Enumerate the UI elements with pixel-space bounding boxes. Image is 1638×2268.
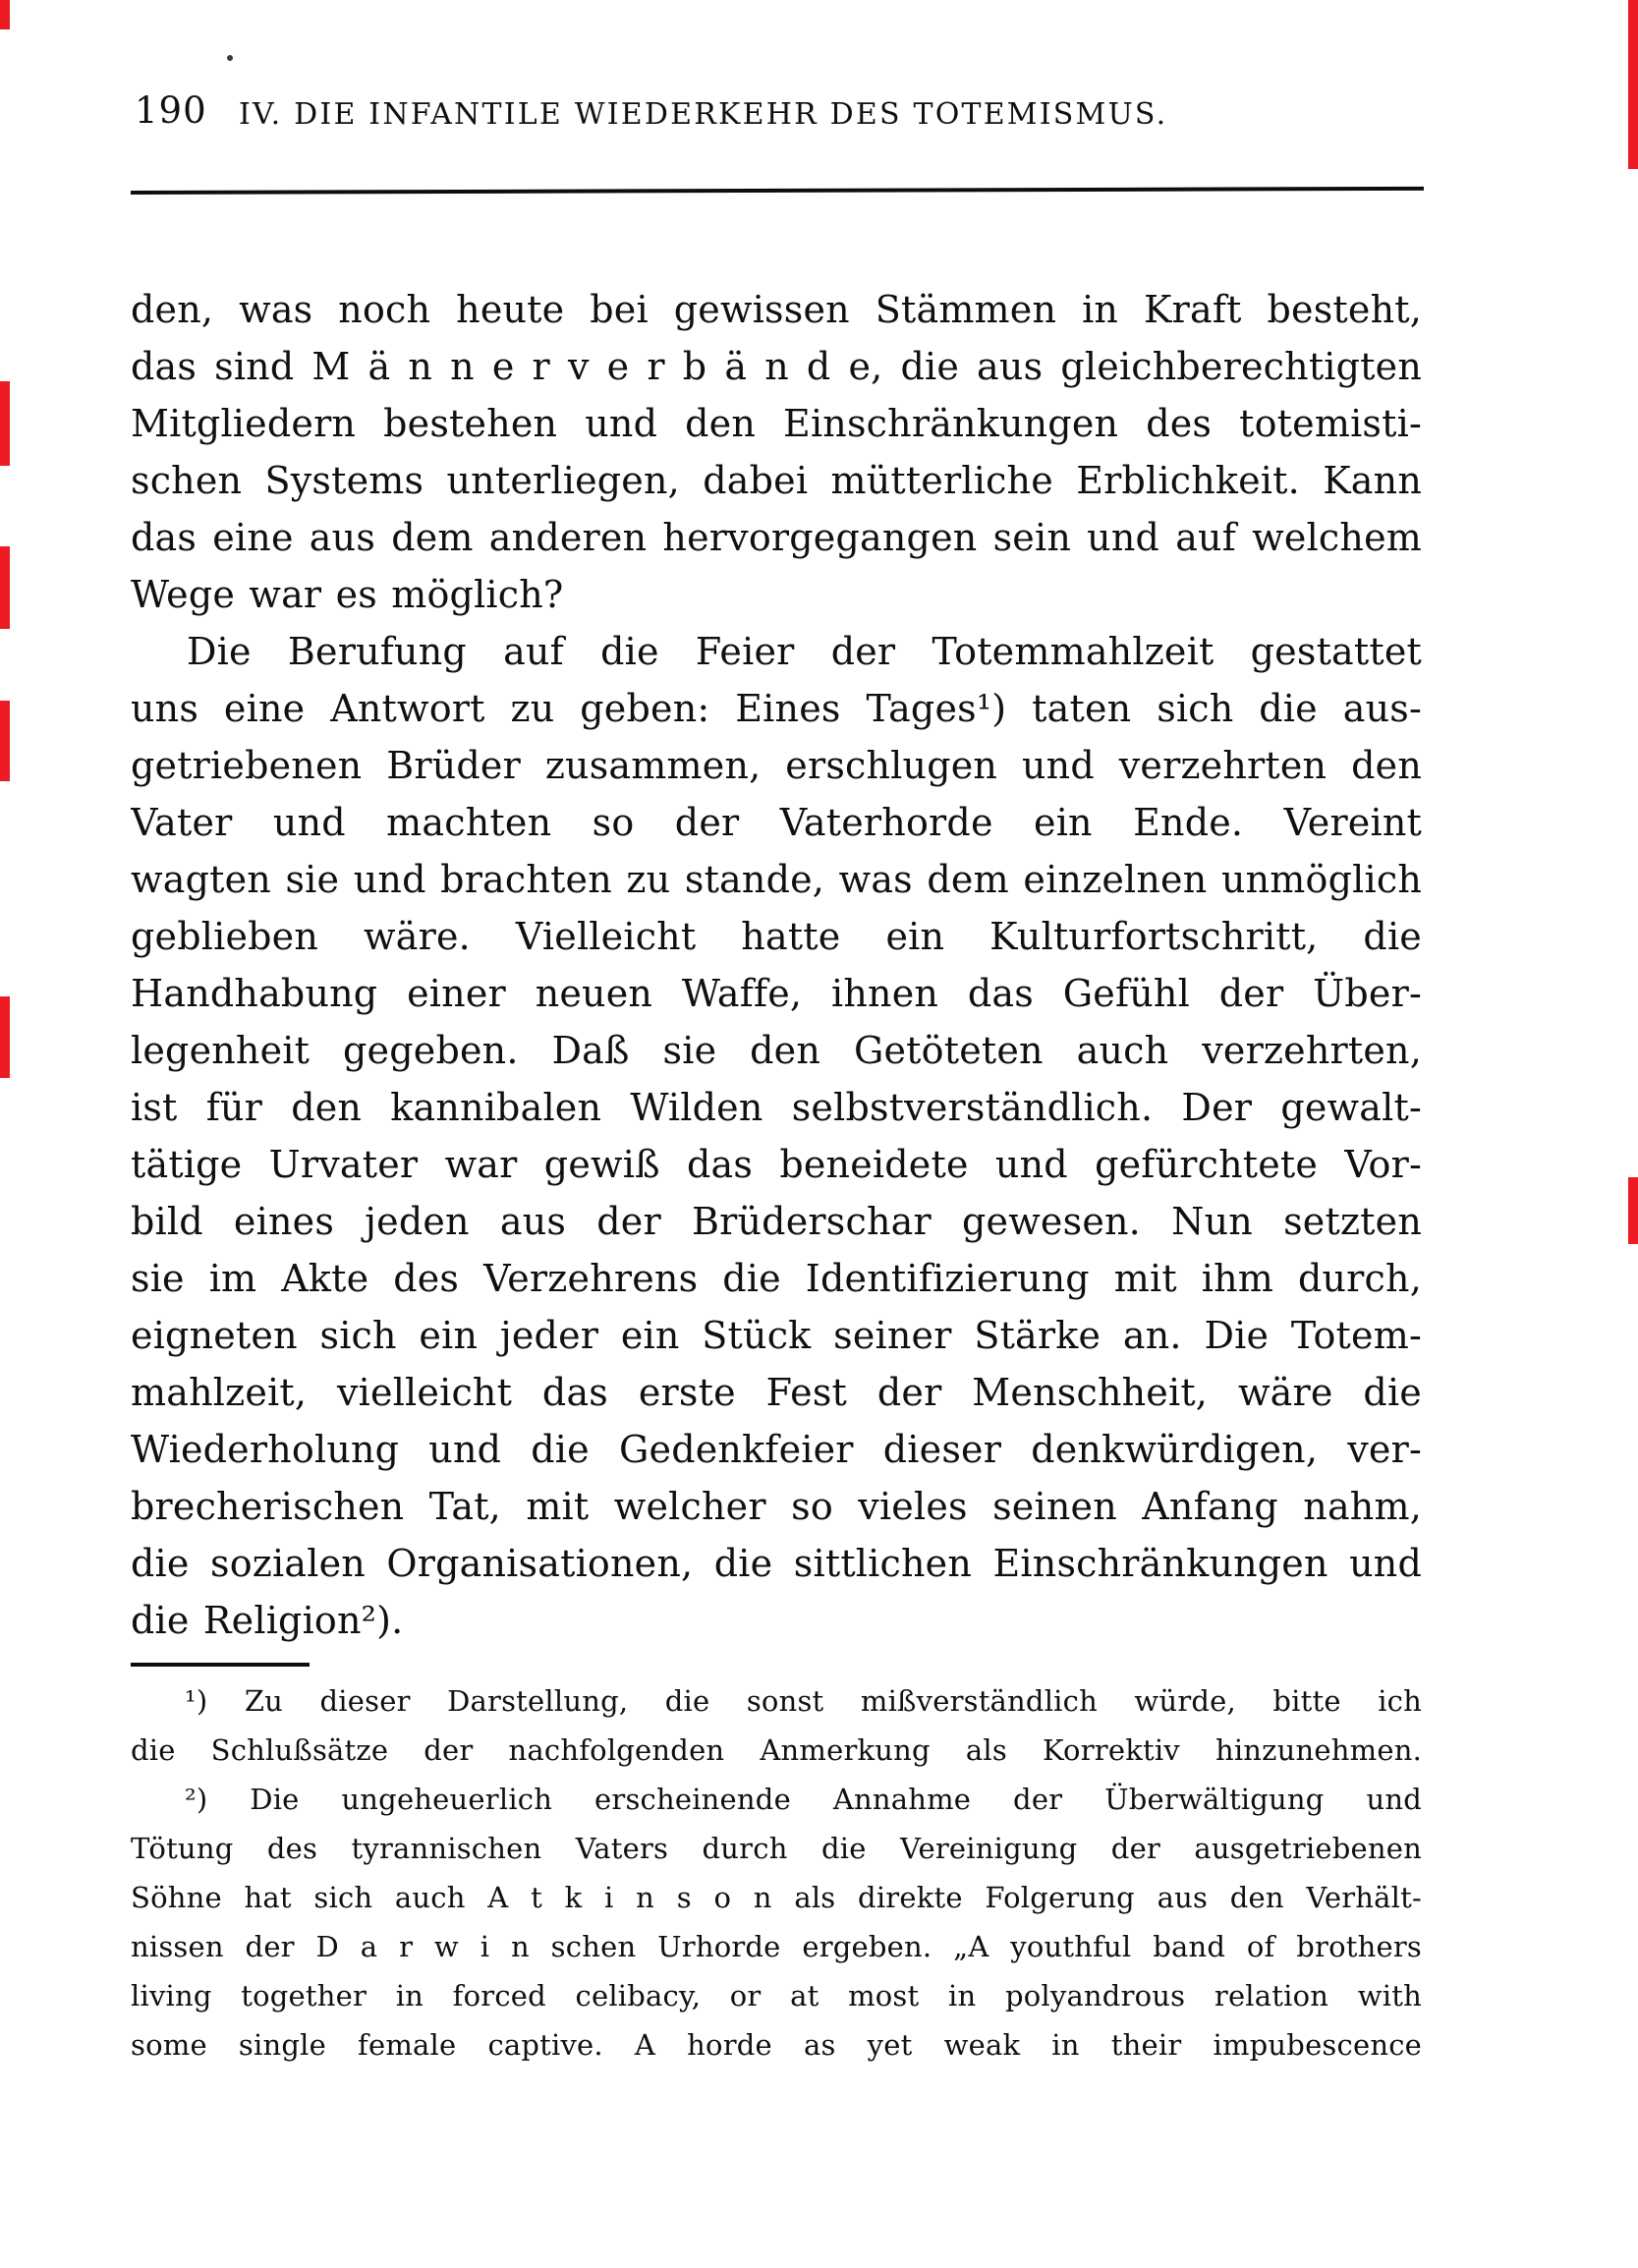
body-text: [131, 281, 1422, 1649]
text-line: den, was noch heute bei gewissen Stämmen in Kraft besteht,: [131, 288, 1422, 331]
footnotes: [131, 1676, 1422, 2070]
footnote-line: nissen der D a r w i n schen Urhorde ergeben. „A youthful band of brothers: [131, 1930, 1422, 1963]
running-title: IV. DIE INFANTILE WIEDERKEHR DES TOTEMISMUS.: [239, 97, 1168, 132]
text-line: Handhabung einer neuen Waffe, ihnen das Gefühl der Über-: [131, 972, 1422, 1015]
scan-edge-red-mark: [0, 0, 10, 29]
footnote-line: some single female captive. A horde as yet weak in their impubescence: [131, 2028, 1422, 2062]
text-line: Die Berufung auf die Feier der Totemmahlzeit gestattet: [187, 630, 1422, 673]
text-line: wagten sie und brachten zu stande, was dem einzelnen unmöglich: [131, 858, 1422, 901]
scan-edge-red-mark: [0, 701, 10, 781]
text-line: ist für den kannibalen Wilden selbstverständlich. Der gewalt-: [131, 1086, 1422, 1129]
header-rule: [131, 187, 1424, 195]
text-line: mahlzeit, vielleicht das erste Fest der Menschheit, wäre die: [131, 1371, 1422, 1414]
scan-speck: [227, 55, 233, 61]
text-line: Wege war es möglich?: [131, 573, 564, 616]
scan-edge-red-mark: [0, 996, 10, 1078]
scan-edge-red-mark: [1628, 0, 1638, 169]
text-line: das sind M ä n n e r v e r b ä n d e, die aus gleichberechtigten: [131, 345, 1422, 388]
text-line: schen Systems unterliegen, dabei mütterliche Erblichkeit. Kann: [131, 459, 1422, 502]
text-line: bild eines jeden aus der Brüderschar gewesen. Nun setzten: [131, 1200, 1422, 1243]
text-line: Vater und machten so der Vaterhorde ein Ende. Vereint: [131, 801, 1422, 844]
page-number: 190: [135, 89, 207, 132]
footnote-line: living together in forced celibacy, or at most in polyandrous relation with: [131, 1979, 1422, 2013]
footnote-line: ²) Die ungeheuerlich erscheinende Annahme der Überwältigung und: [185, 1783, 1422, 1816]
text-line: geblieben wäre. Vielleicht hatte ein Kulturfortschritt, die: [131, 915, 1422, 958]
footnote-line: die Schlußsätze der nachfolgenden Anmerkung als Korrektiv hinzunehmen.: [131, 1733, 1422, 1767]
text-line: sie im Akte des Verzehrens die Identifizierung mit ihm durch,: [131, 1257, 1422, 1300]
text-line: getriebenen Brüder zusammen, erschlugen und verzehrten den: [131, 744, 1422, 787]
text-line: brecherischen Tat, mit welcher so vieles seinen Anfang nahm,: [131, 1485, 1422, 1528]
footnote-line: Söhne hat sich auch A t k i n s o n als direkte Folgerung aus den Verhält-: [131, 1881, 1422, 1914]
text-line: die sozialen Organisationen, die sittlichen Einschränkungen und: [131, 1542, 1422, 1585]
text-line: eigneten sich ein jeder ein Stück seiner Stärke an. Die Totem-: [131, 1314, 1422, 1357]
text-line: tätige Urvater war gewiß das beneidete und gefürchtete Vor-: [131, 1143, 1422, 1186]
text-line: Mitgliedern bestehen und den Einschränkungen des totemisti-: [131, 402, 1422, 445]
footnote-line: ¹) Zu dieser Darstellung, die sonst mißverständlich würde, bitte ich: [185, 1684, 1422, 1718]
footnote-separator-rule: [131, 1663, 310, 1667]
text-line: Wiederholung und die Gedenkfeier dieser denkwürdigen, ver-: [131, 1428, 1422, 1471]
text-line: uns eine Antwort zu geben: Eines Tages¹) taten sich die aus-: [131, 687, 1422, 730]
footnote-line: Tötung des tyrannischen Vaters durch die Vereinigung der ausgetriebenen: [131, 1832, 1422, 1865]
text-line: die Religion²).: [131, 1599, 404, 1642]
text-line: das eine aus dem anderen hervorgegangen sein und auf welchem: [131, 516, 1422, 559]
scan-edge-red-mark: [1628, 1177, 1638, 1244]
scan-edge-red-mark: [0, 381, 10, 466]
scan-edge-red-mark: [0, 546, 10, 629]
text-line: legenheit gegeben. Daß sie den Getöteten auch verzehrten,: [131, 1029, 1422, 1072]
